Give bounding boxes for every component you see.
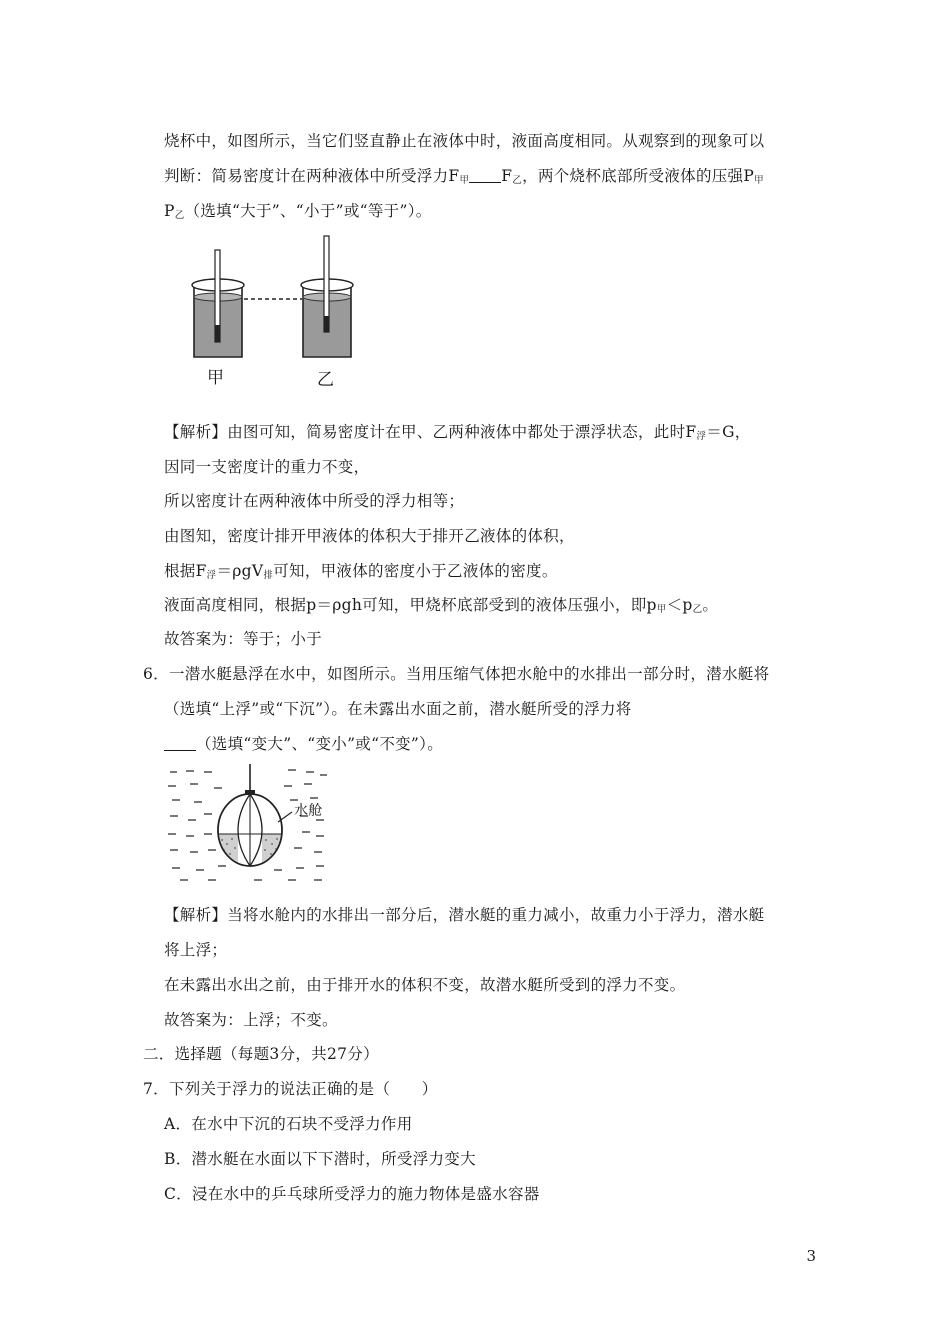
water-tank-label: 水舱 — [294, 803, 323, 819]
q5-analysis-2: 因同一支密度计的重力不变， — [164, 458, 370, 476]
q6-line-2: （选填“上浮”或“下沉”）。在未露出水面之前，潜水艇所受的浮力将 — [164, 700, 632, 718]
page-number: 3 — [806, 1247, 816, 1265]
q7-option-c[interactable]: C．浸在水中的乒乓球所受浮力的施力物体是盛水容器 — [164, 1185, 540, 1203]
q5-analysis-5: 根据$F_浮=\rho gV_排$可知，甲液体的密度小于乙液体的密度。 — [164, 562, 558, 581]
q6-analysis-2: 将上浮； — [164, 941, 228, 959]
answer-blank[interactable] — [469, 168, 501, 183]
q5-analysis-4: 由图知，密度计排开甲液体的体积大于排开乙液体的体积， — [164, 527, 575, 545]
fig-label-yi: 乙 — [317, 370, 335, 390]
answer-blank[interactable] — [164, 736, 196, 751]
q6-line-3: （选填“变大”、“变小”或“不变”）。 — [164, 733, 443, 755]
q6-analysis-3: 在未露出水出之前，由于排开水的体积不变，故潜水艇所受到的浮力不变。 — [164, 976, 686, 994]
q5-analysis-3: 所以密度计在两种液体中所受的浮力相等； — [164, 492, 465, 510]
q5-line-3: $P_乙$（选填“大于”、“小于”或“等于”）。 — [164, 202, 432, 221]
section-2-title: 二．选择题（每题3分，共27分） — [143, 1045, 379, 1063]
q5-answer: 故答案为：等于；小于 — [164, 630, 323, 648]
q5-line-1: 烧杯中，如图所示，当它们竖直静止在液体中时，液面高度相同。从观察到的现象可以 — [164, 132, 765, 150]
q5-line-2: 判断：简易密度计在两种液体中所受浮力$F_甲$ $F_乙$，两个烧杯底部所受液体的压强$P_甲$ — [164, 167, 764, 186]
beaker-jia — [192, 250, 244, 357]
beaker-yi — [301, 236, 353, 357]
q7-option-b[interactable]: B．潜水艇在水面以下下潜时，所受浮力变大 — [164, 1150, 476, 1168]
fig-label-jia: 甲 — [207, 368, 225, 388]
q6-answer: 故答案为：上浮；不变。 — [164, 1011, 338, 1029]
q5-analysis-1: 【解析】由图可知，简易密度计在甲、乙两种液体中都处于漂浮状态，此时$F_浮=G$， — [164, 423, 751, 442]
q6-line-1: 6．一潜水艇悬浮在水中，如图所示。当用压缩气体把水舱中的水排出一部分时，潜水艇将 — [143, 665, 770, 683]
q5-analysis-6: 液面高度相同，根据p＝ρgh可知，甲烧杯底部受到的液体压强小，即$p_甲<p_乙$。 — [164, 596, 719, 615]
q6-analysis-1: 【解析】当将水舱内的水排出一部分后，潜水艇的重力减小，故重力小于浮力，潜水艇 — [164, 906, 765, 924]
q7-stem: 7．下列关于浮力的说法正确的是（ ） — [143, 1080, 438, 1098]
q7-option-a[interactable]: A．在水中下沉的石块不受浮力作用 — [164, 1115, 413, 1133]
submarine-figure — [164, 764, 336, 884]
